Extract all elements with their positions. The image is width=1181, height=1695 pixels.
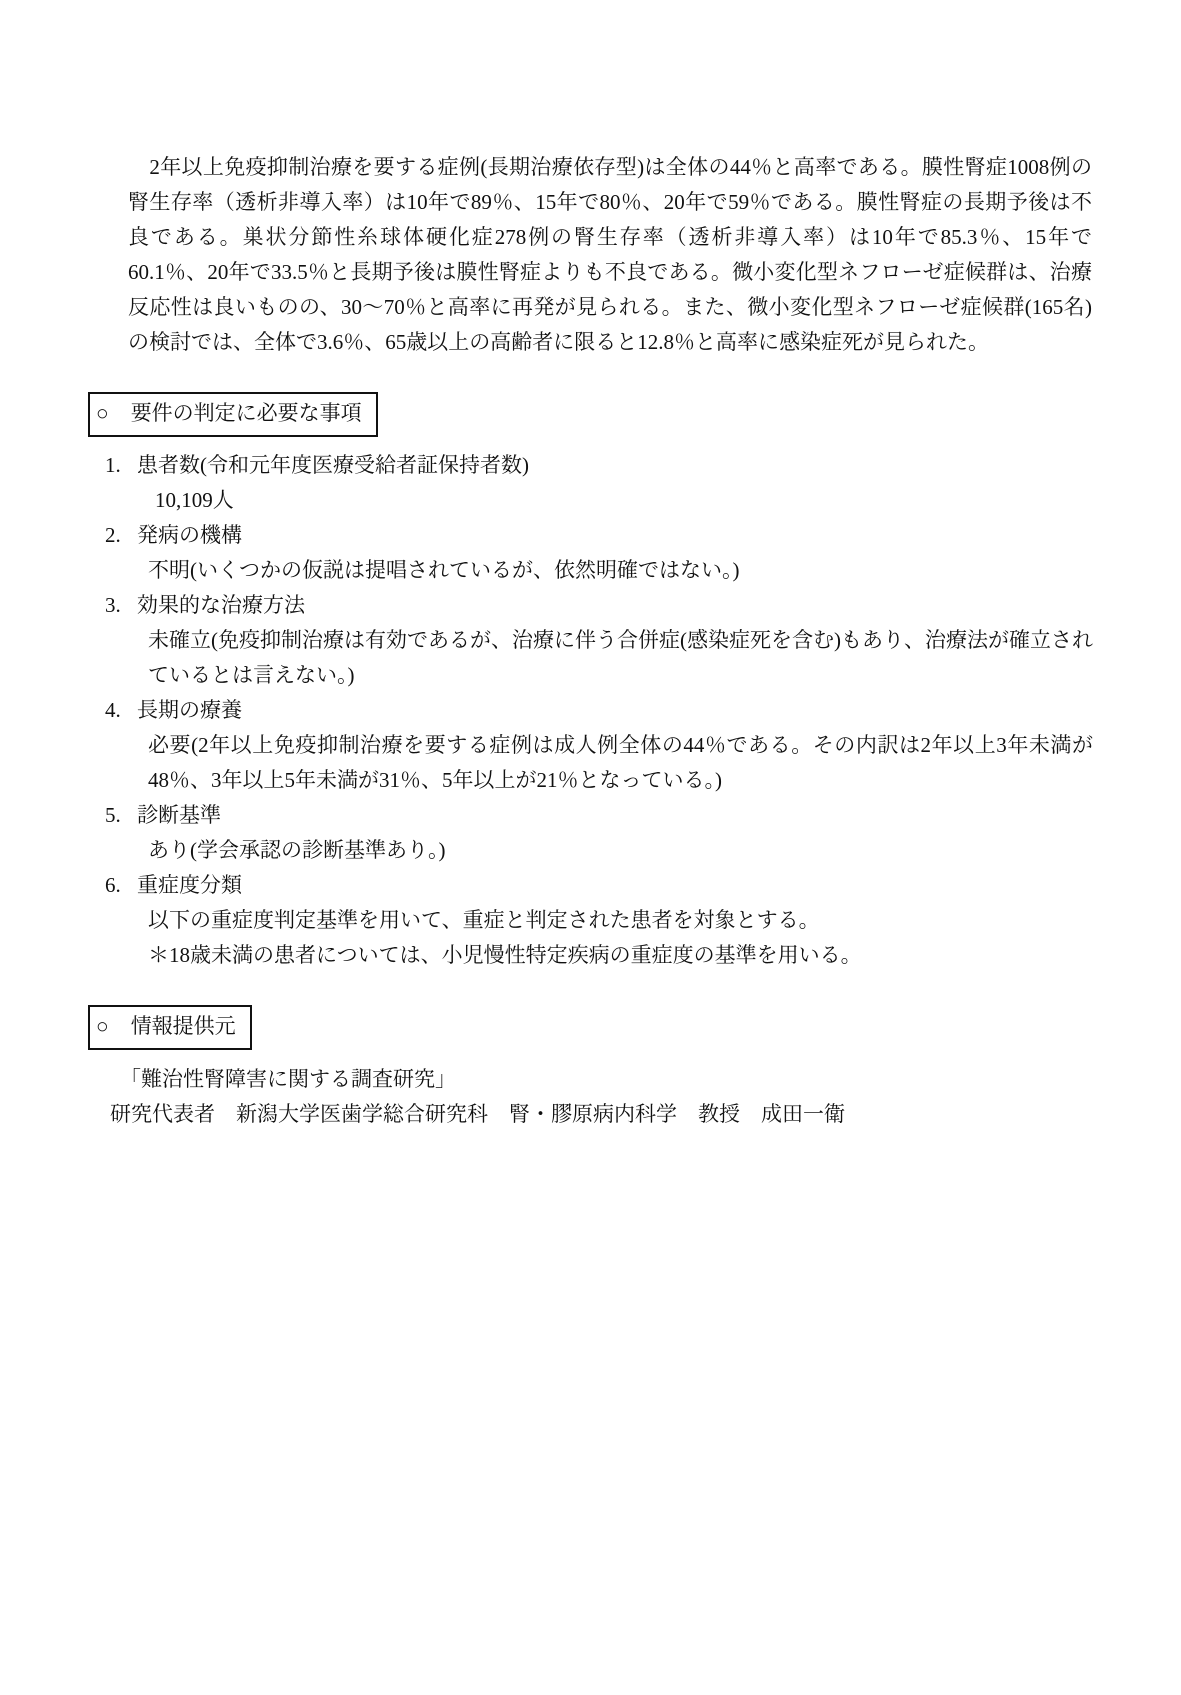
source-section-heading-box bbox=[88, 1005, 252, 1050]
item-number: 6. bbox=[105, 873, 121, 897]
requirements-list bbox=[88, 448, 1181, 973]
requirements-section-heading-box bbox=[88, 392, 378, 437]
intro-paragraph: 2年以上免疫抑制治療を要する症例(長期治療依存型)は全体の44％と高率である。膜性腎症1008例の腎生存率（透析非導入率）は10年で89％、15年で80％、20年で59％である。膜性腎症の長期予後は不良である。巣状分節性糸球体硬化症278例の腎生存率（透析非導入率）は10年で85.3％、15年で60.1％、20年で33.5％と長期予後は膜性腎症よりも不良である。微小変化型ネフローゼ症候群は、治療反応性は良いものの、30〜70％と高率に再発が見られる。また、微小変化型ネフローゼ症候群(165名)の検討では、全体で3.6％、65歳以上の高齢者に限ると12.8％と高率に感染症死が見られた。 bbox=[128, 155, 1092, 354]
item-number: 2. bbox=[105, 523, 121, 547]
circle-marker: ○ bbox=[96, 1014, 109, 1038]
requirements-section-heading: 要件の判定に必要な事項 bbox=[130, 401, 362, 425]
item-body: 必要(2年以上免疫抑制治療を要する症例は成人例全体の44％である。その内訳は2年以上3年未満が48％、3年以上5年未満が31％、5年以上が21％となっている。) bbox=[148, 733, 1093, 792]
information-source-block bbox=[88, 1062, 1181, 1132]
study-title: 「難治性腎障害に関する調査研究」 bbox=[120, 1067, 456, 1091]
list-item-pathogenesis bbox=[88, 518, 1181, 588]
item-body: あり(学会承認の診断基準あり。) bbox=[148, 838, 446, 862]
item-note: ＊18歳未満の患者については、小児慢性特定疾病の重症度の基準を用いる。 bbox=[148, 943, 862, 967]
item-value: 10,109人 bbox=[155, 488, 234, 512]
study-representative: 研究代表者 新潟大学医歯学総合研究科 腎・膠原病内科学 教授 成田一衛 bbox=[110, 1102, 845, 1126]
item-number: 3. bbox=[105, 593, 121, 617]
item-title: 効果的な治療方法 bbox=[137, 593, 305, 617]
item-title: 重症度分類 bbox=[137, 873, 242, 897]
item-body: 未確立(免疫抑制治療は有効であるが、治療に伴う合併症(感染症死を含む)もあり、治療法が確立されているとは言えない。) bbox=[148, 628, 1093, 687]
item-title: 患者数(令和元年度医療受給者証保持者数) bbox=[137, 453, 529, 477]
item-number: 1. bbox=[105, 453, 121, 477]
item-title: 長期の療養 bbox=[137, 698, 242, 722]
item-body: 以下の重症度判定基準を用いて、重症と判定された患者を対象とする。 bbox=[148, 908, 820, 932]
list-item-long-term-care bbox=[88, 693, 1181, 798]
list-item-treatment bbox=[88, 588, 1181, 693]
list-item-severity-classification bbox=[88, 868, 1181, 973]
list-item-patient-count bbox=[88, 448, 1181, 518]
item-number: 5. bbox=[105, 803, 121, 827]
item-title: 診断基準 bbox=[137, 803, 221, 827]
item-body: 不明(いくつかの仮説は提唱されているが、依然明確ではない。) bbox=[148, 558, 740, 582]
item-number: 4. bbox=[105, 698, 121, 722]
item-title: 発病の機構 bbox=[137, 523, 242, 547]
circle-marker: ○ bbox=[96, 401, 109, 425]
list-item-diagnostic-criteria bbox=[88, 798, 1181, 868]
source-section-heading: 情報提供元 bbox=[130, 1014, 236, 1038]
